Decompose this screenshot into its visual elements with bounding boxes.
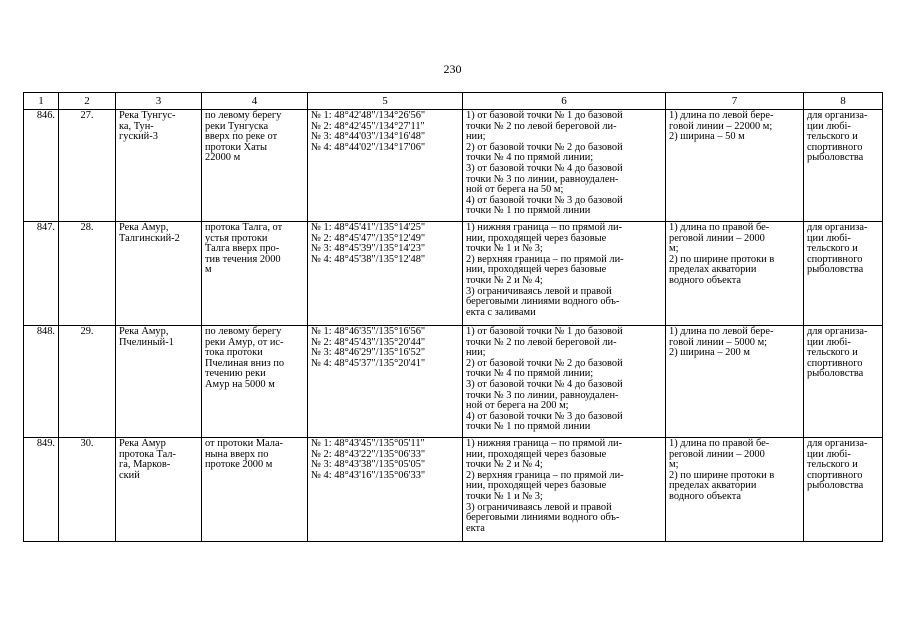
coordinates-cell: [308, 222, 463, 326]
cell-line: 1) от базовой точки № 1 до базовой: [466, 326, 623, 337]
cell-line: 2) по ширине протоки в: [669, 253, 775, 265]
boundaries-cell: [463, 110, 666, 222]
purpose-cell: [804, 438, 883, 542]
size-cell: [666, 438, 804, 542]
cell-line: 1) длина по правой бе-: [669, 438, 770, 449]
cell-line: № 4: 48°44'02"/134°17'06": [311, 141, 426, 153]
cell-line: 22000 м: [205, 152, 241, 164]
cell-line: м;: [669, 243, 679, 255]
cell-line: устья протоки: [205, 232, 268, 244]
cell-line: Талгинский-2: [119, 232, 180, 244]
cell-line: га, Марков-: [119, 459, 171, 471]
cell-line: № 4: 48°45'37"/135°20'41": [311, 357, 426, 369]
cell-line: Река Амур: [119, 438, 166, 449]
cell-line: точки № 1 и № 3;: [466, 243, 543, 255]
cell-line: № 1: 48°42'48"/134°26'56": [311, 110, 426, 121]
cell-line: 4) от базовой точки № 3 до базовой: [466, 410, 623, 422]
cell-line: 1) от базовой точки № 1 до базовой: [466, 110, 623, 121]
cell-line: 3) от базовой точки № 4 до базовой: [466, 162, 623, 174]
cell-line: № 3: 48°43'38"/135°05'05": [311, 459, 426, 471]
coordinates-cell: [308, 326, 463, 438]
cell-line: гуский-3: [119, 131, 158, 143]
cell-line: рыболовства: [807, 368, 864, 380]
cell-line: м;: [669, 459, 679, 471]
cell-line: № 2: 48°45'43"/135°20'44": [311, 336, 426, 348]
cell-line: Река Тунгус-: [119, 110, 176, 121]
cell-line: Река Амур,: [119, 326, 169, 337]
cell-line: 1) нижняя граница – по прямой ли-: [466, 438, 623, 449]
cell-line: точки № 4 по прямой линии;: [466, 368, 594, 380]
cell-line: протока Тал-: [119, 448, 176, 460]
location-cell: [202, 110, 308, 222]
cell-line: нии;: [466, 131, 486, 143]
cell-line: № 2: 48°43'22"/135°06'33": [311, 448, 426, 460]
cell-line: ной от берега на 200 м;: [466, 400, 569, 412]
column-header: 5: [308, 93, 463, 110]
cell-line: ции любі-: [807, 232, 851, 244]
cell-line: № 1: 48°43'45"/135°05'11": [311, 438, 425, 449]
cell-line: реки Тунгуска: [205, 120, 269, 132]
cell-line: рыболовства: [807, 264, 864, 276]
cell-line: пределах акватории: [669, 264, 757, 276]
sub-number-cell: 30.: [59, 438, 116, 542]
purpose-cell: [804, 110, 883, 222]
column-header: 8: [804, 93, 883, 110]
column-header: 1: [24, 93, 59, 110]
cell-line: по левому берегу: [205, 110, 282, 121]
cell-line: точки № 2 по левой береговой ли-: [466, 336, 617, 348]
table-row: [24, 438, 883, 542]
cell-line: нии, проходящей через базовые: [466, 264, 607, 276]
cell-line: Пчелиная вниз по: [205, 357, 285, 369]
cell-line: водного объекта: [669, 490, 741, 502]
purpose-cell: [804, 222, 883, 326]
cell-line: от протоки Мала-: [205, 438, 284, 449]
cell-line: екта: [466, 522, 485, 534]
cell-line: 3) от базовой точки № 4 до базовой: [466, 378, 623, 390]
water-body-name-cell: [116, 110, 202, 222]
cell-line: говой линии – 5000 м;: [669, 336, 768, 348]
cell-line: м: [205, 264, 212, 276]
cell-line: рыболовства: [807, 480, 864, 492]
cell-line: тока протоки: [205, 347, 263, 359]
sub-number-cell: 27.: [59, 110, 116, 222]
cell-line: пределах акватории: [669, 480, 757, 492]
cell-line: реговой линии – 2000: [669, 232, 765, 244]
coordinates-cell: [308, 438, 463, 542]
cell-line: Амур на 5000 м: [205, 378, 275, 390]
cell-line: нии, проходящей через базовые: [466, 232, 607, 244]
cell-line: № 4: 48°45'38"/135°12'48": [311, 253, 426, 265]
row-number-cell: 847.: [24, 222, 59, 326]
boundaries-cell: [463, 438, 666, 542]
cell-line: точки № 2 по левой береговой ли-: [466, 120, 617, 132]
page-number: 230: [443, 62, 462, 76]
row-number-cell: 848.: [24, 326, 59, 438]
cell-line: екта с заливами: [466, 306, 536, 318]
cell-line: 2) от базовой точки № 2 до базовой: [466, 141, 623, 153]
size-cell: [666, 222, 804, 326]
cell-line: Пчелиный-1: [119, 336, 174, 348]
cell-line: ции любі-: [807, 336, 851, 348]
water-body-name-cell: [116, 326, 202, 438]
cell-line: точки № 3 по линии, равноудален-: [466, 389, 619, 401]
cell-line: ной от берега на 50 м;: [466, 184, 564, 196]
cell-line: № 3: 48°44'03"/134°16'48": [311, 131, 426, 143]
column-header: 3: [116, 93, 202, 110]
cell-line: 2) по ширине протоки в: [669, 469, 775, 481]
cell-line: точки № 1 по прямой линии: [466, 421, 591, 433]
sub-number-cell: 28.: [59, 222, 116, 326]
cell-line: реговой линии – 2000: [669, 448, 765, 460]
cell-line: 2) ширина – 200 м: [669, 347, 750, 359]
cell-line: говой линии – 22000 м;: [669, 120, 773, 132]
cell-line: точки № 1 по прямой линии: [466, 205, 591, 217]
cell-line: точки № 3 по линии, равноудален-: [466, 173, 619, 185]
cell-line: береговыми линиями водного объ-: [466, 512, 620, 524]
cell-line: Талга вверх про-: [205, 243, 280, 255]
cell-line: № 4: 48°43'16"/135°06'33": [311, 469, 426, 481]
cell-line: нии, проходящей через базовые: [466, 448, 607, 460]
cell-line: 2) от базовой точки № 2 до базовой: [466, 357, 623, 369]
water-body-name-cell: [116, 222, 202, 326]
column-header: 4: [202, 93, 308, 110]
water-body-name-cell: [116, 438, 202, 542]
cell-line: береговыми линиями водного объ-: [466, 296, 620, 308]
cell-line: точки № 4 по прямой линии;: [466, 152, 594, 164]
row-number-cell: 846.: [24, 110, 59, 222]
cell-line: ции любі-: [807, 120, 851, 132]
cell-line: 2) верхняя граница – по прямой ли-: [466, 469, 624, 481]
cell-line: № 2: 48°45'47"/135°12'49": [311, 232, 426, 244]
cell-line: ский: [119, 469, 140, 481]
size-cell: [666, 326, 804, 438]
cell-line: № 3: 48°45'39"/135°14'23": [311, 243, 426, 255]
cell-line: нии, проходящей через базовые: [466, 480, 607, 492]
cell-line: тельского и: [807, 243, 858, 255]
boundaries-cell: [463, 222, 666, 326]
location-cell: [202, 222, 308, 326]
cell-line: № 3: 48°46'29"/135°16'52": [311, 347, 426, 359]
row-number-cell: 849.: [24, 438, 59, 542]
cell-line: 2) ширина – 50 м: [669, 131, 745, 143]
sub-number-cell: 29.: [59, 326, 116, 438]
cell-line: 1) длина по правой бе-: [669, 222, 770, 233]
cell-line: течению реки: [205, 368, 266, 380]
cell-line: точки № 2 и № 4;: [466, 274, 543, 286]
boundaries-cell: [463, 326, 666, 438]
header-row: [24, 93, 883, 110]
cell-line: протока Талга, от: [205, 222, 283, 233]
cell-line: по левому берегу: [205, 326, 282, 337]
cell-line: тив течения 2000: [205, 253, 281, 265]
cell-line: 1) длина по левой бере-: [669, 110, 774, 121]
cell-line: № 1: 48°46'35"/135°16'56": [311, 326, 426, 337]
table-row: [24, 222, 883, 326]
cell-line: точки № 1 и № 3;: [466, 490, 543, 502]
cell-line: спортивного: [807, 253, 863, 265]
cell-line: ции любі-: [807, 448, 851, 460]
cell-line: № 1: 48°45'41"/135°14'25": [311, 222, 426, 233]
purpose-cell: [804, 326, 883, 438]
cell-line: спортивного: [807, 469, 863, 481]
cell-line: протоки Хаты: [205, 141, 267, 153]
cell-line: 3) ограничиваясь левой и правой: [466, 285, 612, 297]
cell-line: тельского и: [807, 347, 858, 359]
table-row: [24, 326, 883, 438]
location-cell: [202, 326, 308, 438]
cell-line: протоке 2000 м: [205, 459, 273, 471]
cell-line: ка, Тун-: [119, 120, 154, 132]
cell-line: точки № 2 и № 4;: [466, 459, 543, 471]
cell-line: вверх по реке от: [205, 131, 278, 143]
column-header: 2: [59, 93, 116, 110]
cell-line: № 2: 48°42'45"/134°27'11": [311, 120, 425, 132]
cell-line: для организа-: [807, 110, 868, 121]
cell-line: спортивного: [807, 141, 863, 153]
cell-line: тельского и: [807, 459, 858, 471]
table-row: [24, 110, 883, 222]
cell-line: для организа-: [807, 326, 868, 337]
cell-line: нии;: [466, 347, 486, 359]
cell-line: Река Амур,: [119, 222, 169, 233]
column-header: 7: [666, 93, 804, 110]
cell-line: нына вверх по: [205, 448, 269, 460]
cell-line: реки Амур, от ис-: [205, 336, 284, 348]
cell-line: 1) нижняя граница – по прямой ли-: [466, 222, 623, 233]
cell-line: 2) верхняя граница – по прямой ли-: [466, 253, 624, 265]
column-header: 6: [463, 93, 666, 110]
cell-line: спортивного: [807, 357, 863, 369]
cell-line: тельского и: [807, 131, 858, 143]
coordinates-cell: [308, 110, 463, 222]
cell-line: 1) длина по левой бере-: [669, 326, 774, 337]
registry-table: [23, 92, 883, 542]
size-cell: [666, 110, 804, 222]
cell-line: 3) ограничиваясь левой и правой: [466, 501, 612, 513]
cell-line: для организа-: [807, 222, 868, 233]
cell-line: рыболовства: [807, 152, 864, 164]
cell-line: 4) от базовой точки № 3 до базовой: [466, 194, 623, 206]
location-cell: [202, 438, 308, 542]
cell-line: водного объекта: [669, 274, 741, 286]
cell-line: для организа-: [807, 438, 868, 449]
